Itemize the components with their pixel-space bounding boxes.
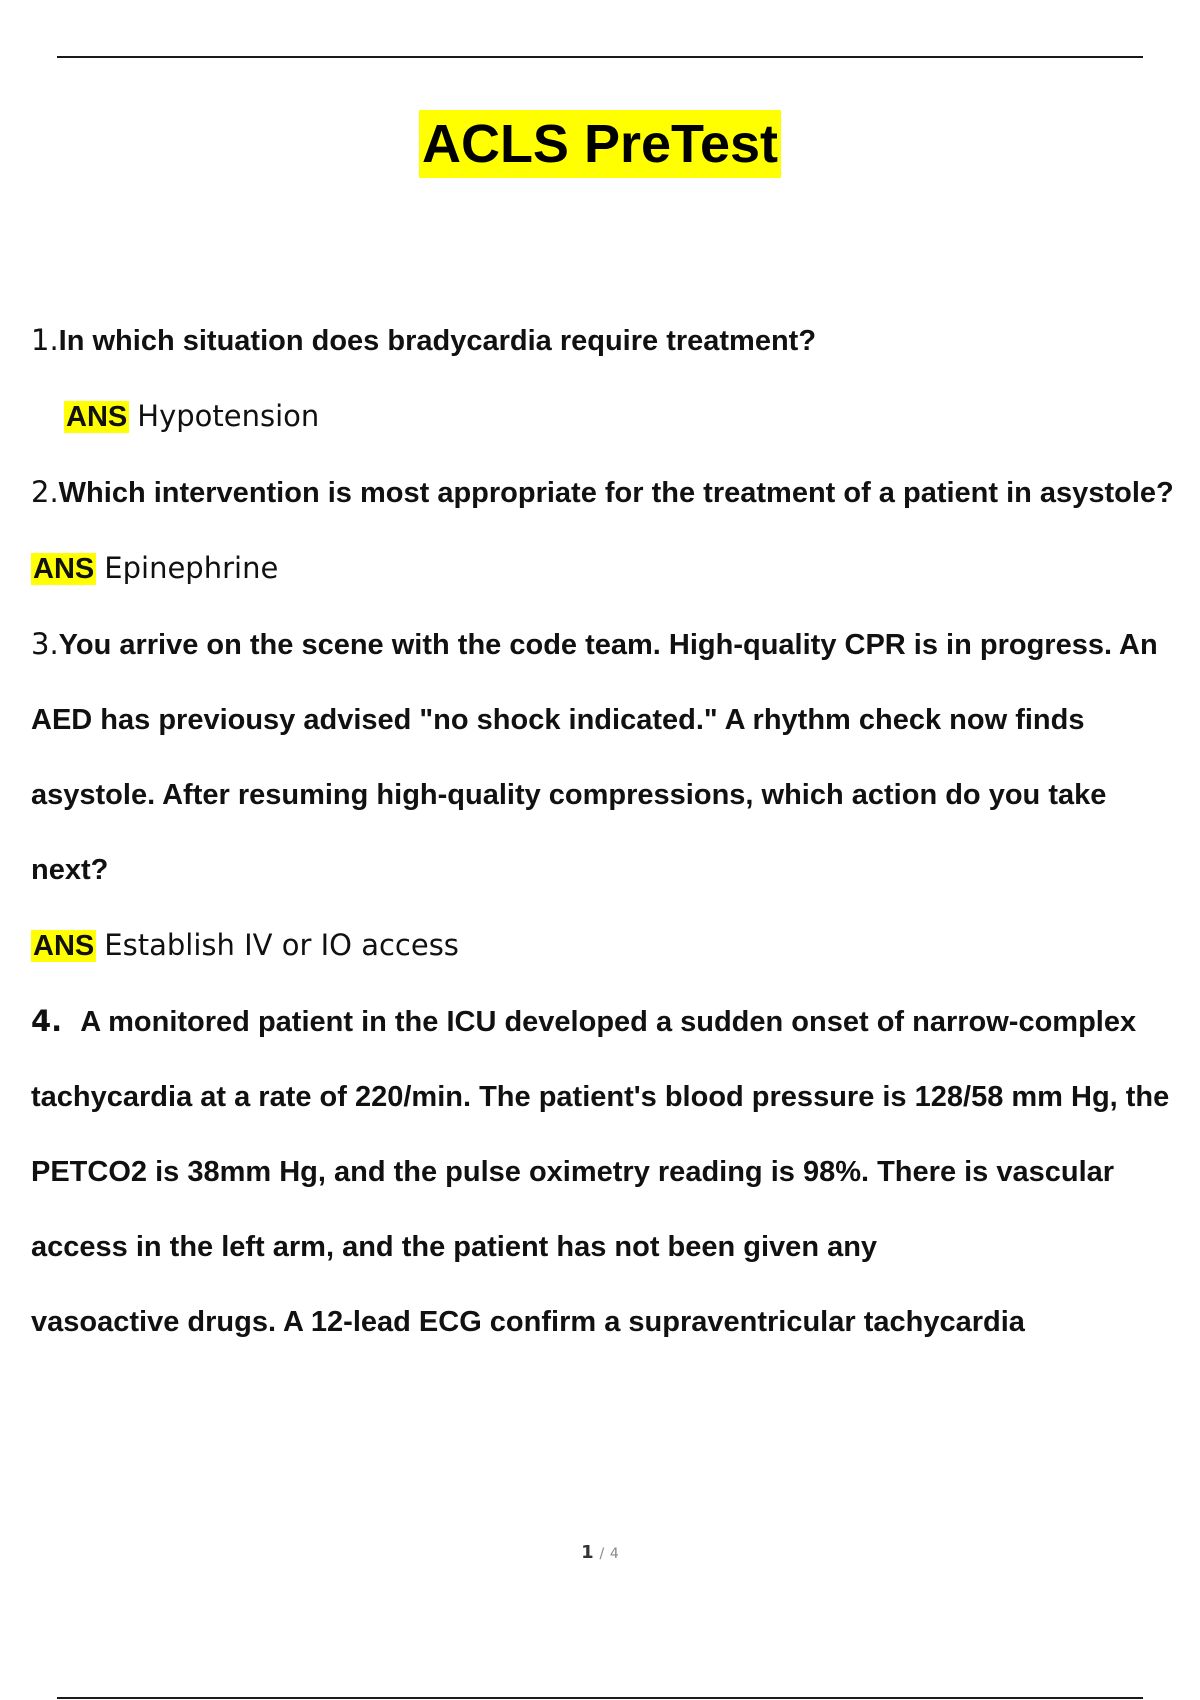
answer-3 xyxy=(31,908,1191,984)
total-pages: 4 xyxy=(609,1546,619,1562)
question-1 xyxy=(31,303,1191,379)
question-4 xyxy=(31,984,1191,1285)
answer-text: Hypotension xyxy=(137,399,320,433)
question-text-continued: vasoactive drugs. A 12-lead ECG confirm a supraventricular tachycardia xyxy=(31,1306,1025,1338)
answer-1 xyxy=(31,379,1191,455)
question-2 xyxy=(31,455,1191,531)
answer-2 xyxy=(31,531,1191,607)
question-text: Which intervention is most appropriate for the treatment of a patient in asystole? xyxy=(58,477,1174,509)
title-container xyxy=(0,110,1200,178)
document-title: ACLS PreTest xyxy=(419,110,781,178)
question-text: You arrive on the scene with the code team. High-quality CPR is in progress. An AED has previousy advised "no shock indicated." A rhythm check now finds asystole. After resuming high-quality compressions, which action do you take next? xyxy=(31,629,1158,886)
ans-label: ANS xyxy=(33,930,95,962)
question-3 xyxy=(31,607,1191,908)
page-indicator xyxy=(0,1542,1200,1563)
bottom-rule xyxy=(57,1697,1143,1699)
current-page: 1 xyxy=(581,1542,594,1563)
question-4-continued xyxy=(31,1285,1191,1360)
answer-text: Establish IV or IO access xyxy=(104,928,459,962)
question-number: 1. xyxy=(31,323,59,357)
question-list xyxy=(31,303,1191,1360)
ans-label: ANS xyxy=(66,401,128,433)
top-rule xyxy=(57,56,1143,58)
ans-label: ANS xyxy=(33,553,95,585)
page-separator: / xyxy=(599,1546,605,1562)
question-text: A monitored patient in the ICU developed a sudden onset of narrow-complex tachycardia at a rate of 220/min. The patient's blood pressure is 128/58 mm Hg, the PETCO2 is 38mm Hg, and the pulse oximetry reading is 98%. There is vascular access in the left arm, and the patient has not been given any xyxy=(31,1006,1170,1263)
answer-text: Epinephrine xyxy=(104,551,279,585)
question-text: In which situation does bradycardia require treatment? xyxy=(58,325,817,357)
question-number: 3. xyxy=(31,627,59,661)
question-number: 2. xyxy=(31,475,59,509)
question-number: 4. xyxy=(31,1004,63,1038)
